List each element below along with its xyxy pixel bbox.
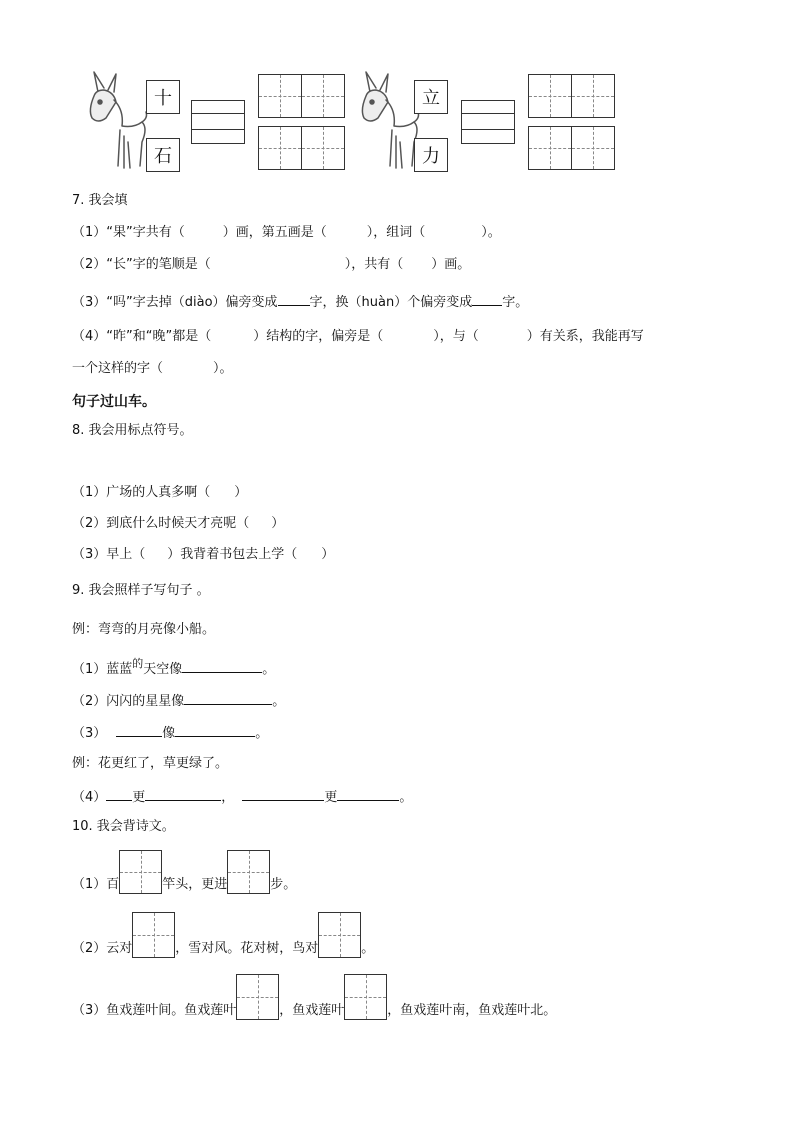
answer-blank[interactable] (337, 787, 399, 801)
text: ，鱼戏莲叶 (279, 1003, 345, 1018)
answer-blank[interactable] (242, 787, 324, 801)
answer-grid[interactable] (344, 974, 387, 1020)
puzzle-bottom-char: 石 (146, 138, 180, 172)
text: ）。 (481, 225, 501, 240)
text: （1）“果”字共有（ (72, 225, 185, 240)
question-9-title: 9. 我会照样子写句子 。 (72, 583, 210, 598)
text: ）。 (213, 361, 233, 376)
text: ）有关系，我能再写 (526, 329, 644, 344)
text: ） (321, 547, 335, 562)
text: （3）鱼戏莲叶间。鱼戏莲叶 (72, 1003, 237, 1018)
text: 字。 (502, 295, 529, 310)
q10-line-3 (72, 970, 556, 1020)
answer-grid-top[interactable] (258, 74, 345, 118)
puzzle-top-char: 立 (414, 80, 448, 114)
answer-blank[interactable] (278, 292, 310, 306)
text: 步。 (270, 877, 297, 892)
answer-blank[interactable] (182, 659, 262, 673)
answer-blank[interactable] (472, 292, 502, 306)
text: （2）“长”字的笔顺是（ (72, 257, 211, 272)
text: 的 (132, 657, 144, 670)
text: ， (221, 790, 235, 805)
text: ），与（ (433, 329, 479, 344)
q7-line-2 (72, 256, 470, 274)
donkey-illustration (356, 70, 422, 174)
text: 。 (262, 662, 276, 677)
equals-box (461, 100, 515, 144)
text: ，鱼戏莲叶南，鱼戏莲叶北。 (387, 1003, 557, 1018)
q8-line-2 (72, 515, 284, 533)
question-8-title: 8. 我会用标点符号。 (72, 423, 193, 438)
text: ）画。 (431, 257, 471, 272)
text: 竿头，更进 (162, 877, 228, 892)
text: 一个这样的字（ (72, 361, 164, 376)
q9-line-1 (72, 659, 275, 679)
answer-blank[interactable] (106, 787, 132, 801)
answer-grid[interactable] (119, 850, 162, 894)
answer-grid[interactable] (227, 850, 270, 894)
answer-grid[interactable] (318, 912, 361, 958)
text: ，雪对风。花对树，鸟对 (175, 941, 319, 956)
text: （4）“昨”和“晚”都是（ (72, 329, 212, 344)
text: （4） (72, 790, 107, 805)
section-heading: 句子过山车。 (72, 394, 156, 410)
text: 。 (272, 694, 286, 709)
q9-example-2: 例：花更红了，草更绿了。 (72, 756, 229, 771)
text: （1）百 (72, 877, 120, 892)
q9-line-3 (72, 723, 268, 743)
answer-grid-top[interactable] (528, 74, 615, 118)
text: （2）云对 (72, 941, 133, 956)
donkey-illustration (84, 70, 150, 174)
equals-box (191, 100, 245, 144)
text: （3） (72, 726, 107, 741)
text: ）我背着书包去上学（ (167, 547, 298, 562)
text: ） (234, 485, 248, 500)
q7-line-5 (72, 360, 233, 378)
question-10-title: 10. 我会背诗文。 (72, 819, 175, 834)
text: （3）早上（ (72, 547, 146, 562)
text: （1）广场的人真多啊（ (72, 485, 211, 500)
text: 更 (324, 790, 338, 805)
text: 。 (361, 941, 375, 956)
text: 天空像 (143, 662, 183, 677)
q8-line-3 (72, 546, 334, 564)
text: （3）“吗”字去掉（diào）偏旁变成 (72, 295, 278, 310)
text: ），组词（ (366, 225, 426, 240)
answer-blank[interactable] (175, 723, 255, 737)
answer-grid-bottom[interactable] (258, 126, 345, 170)
text: 。 (399, 790, 413, 805)
q7-line-3 (72, 292, 528, 312)
text: （2）到底什么时候天才亮呢（ (72, 516, 250, 531)
answer-blank[interactable] (184, 691, 272, 705)
answer-grid-bottom[interactable] (528, 126, 615, 170)
q10-line-2 (72, 908, 374, 958)
q8-line-1 (72, 484, 247, 502)
text: 字，换（huàn）个偏旁变成 (309, 295, 473, 310)
text: ），共有（ (344, 257, 404, 272)
q9-line-4 (72, 787, 412, 807)
answer-blank[interactable] (145, 787, 221, 801)
q10-line-1 (72, 846, 296, 894)
puzzle-bottom-char: 力 (414, 138, 448, 172)
text: ）结构的字，偏旁是（ (253, 329, 384, 344)
answer-blank[interactable] (116, 723, 162, 737)
text: （1）蓝蓝 (72, 662, 133, 677)
q7-line-1 (72, 224, 501, 242)
text: ） (271, 516, 285, 531)
text: 更 (132, 790, 146, 805)
puzzle-top-char: 十 (146, 80, 180, 114)
question-7-title: 7. 我会填 (72, 193, 128, 208)
text: ）画，第五画是（ (222, 225, 327, 240)
answer-grid[interactable] (236, 974, 279, 1020)
text: 像 (162, 726, 176, 741)
text: 。 (255, 726, 269, 741)
q9-line-2 (72, 691, 285, 711)
q9-example-1: 例：弯弯的月亮像小船。 (72, 622, 216, 637)
q7-line-4 (72, 328, 644, 346)
answer-grid[interactable] (132, 912, 175, 958)
text: （2）闪闪的星星像 (72, 694, 185, 709)
